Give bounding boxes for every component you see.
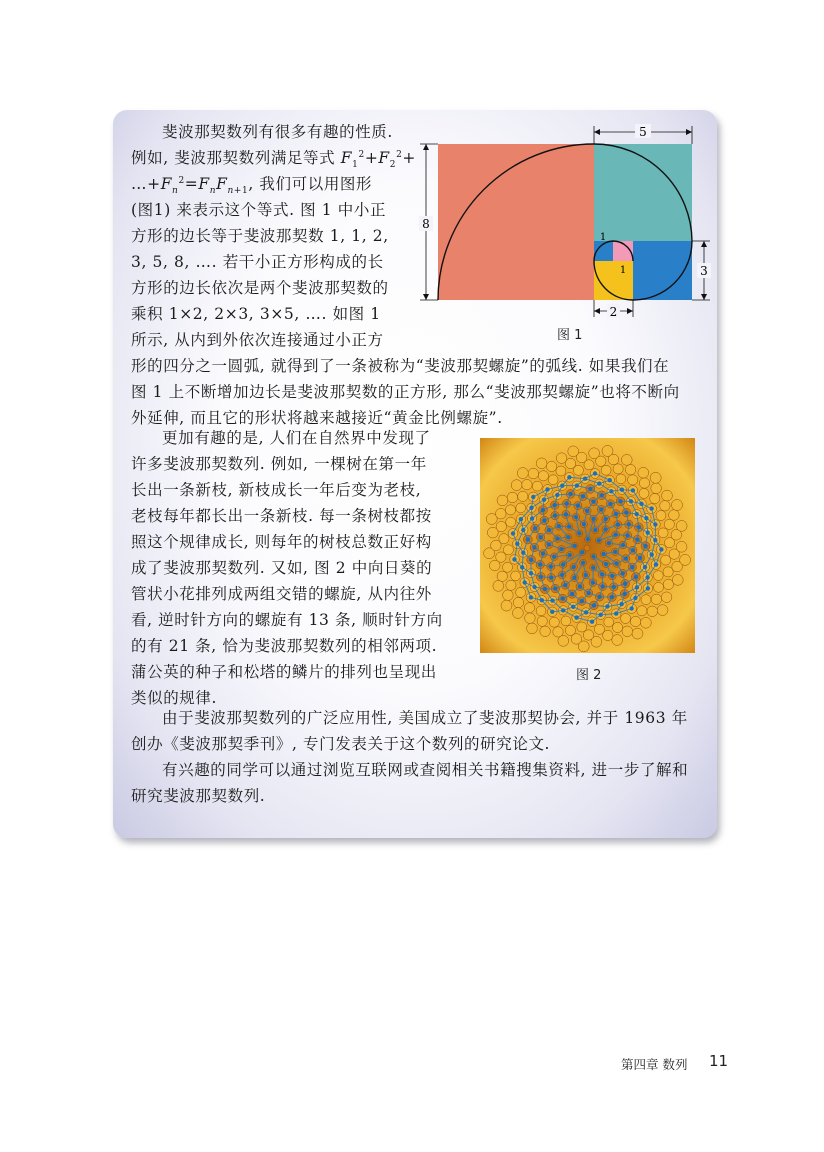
spiral-dot [618,499,622,503]
floret [639,488,649,498]
spiral-dot [591,580,595,584]
spiral-dot [511,531,515,535]
floret [591,636,602,647]
spiral-dot [553,513,557,517]
spiral-dot [637,525,641,529]
spiral-dot [521,551,525,555]
spiral-dot [568,553,572,557]
floret [628,475,638,485]
floret [538,471,548,481]
page-number: 11 [709,1052,729,1070]
floret [641,595,651,605]
spiral-dot [547,542,551,546]
floret [612,635,623,646]
spiral-dot [529,595,533,599]
spiral-dot [541,508,545,512]
spiral-dot [519,517,523,521]
floret [657,605,668,616]
floret [511,480,522,491]
floret [522,480,532,490]
dim-label-5: 5 [639,125,647,139]
spiral-dot [646,586,650,590]
spiral-dot [635,512,639,516]
spiral-dot [572,565,576,569]
spiral-dot [601,552,605,556]
spiral-dot [634,575,638,579]
spiral-dot [623,592,627,596]
floret [540,626,551,637]
section1-paragraph [131,119,421,353]
floret [517,468,528,479]
spiral-dot [619,602,623,606]
section2-paragraph [131,425,461,711]
floret [663,579,673,589]
floret [558,636,569,647]
floret [661,592,672,603]
floret [594,624,604,634]
text-line: 创办《斐波那契季刊》, 专门发表关于这个数列的研究论文. [131,735,551,753]
text-line: 蒲公英的种子和松塔的鳞片的排列也呈现出 [131,663,437,681]
section4-paragraph [131,757,706,809]
spiral-dot [580,599,584,603]
spiral-dot [584,610,588,614]
text-line: 3, 5, 8, …. 若干小正方形构成的长 [131,253,384,271]
spiral-dot [538,562,542,566]
floret [556,453,567,464]
spiral-dot [560,484,564,488]
spiral-dot [614,533,618,537]
text-line: 照这个规律成长, 则每年的树枝总数正好构 [131,533,432,551]
spiral-dot [627,522,631,526]
spiral-dot [593,471,597,475]
floret [513,597,523,607]
spiral-dot [561,596,565,600]
spiral-dot [567,525,571,529]
floret [639,478,649,488]
text-line: 方形的边长等于斐波那契数 1, 1, 2, [131,227,389,245]
floret [654,582,664,592]
floret [493,581,504,592]
floret [601,465,611,475]
floret [506,517,516,527]
square-3 [633,241,692,300]
spiral-dot [599,507,603,511]
floret [524,603,534,613]
spiral-dot [547,528,551,532]
text-line: 长出一条新枝, 新枝成长一年后变为老枝, [131,481,422,499]
floret [637,606,647,616]
floret [548,475,558,485]
spiral-dot [591,517,595,521]
spiral-dot [649,506,653,510]
spiral-dot [635,537,639,541]
floret [490,560,501,571]
spiral-dot [659,547,663,551]
floret [578,641,589,652]
spiral-dot [553,503,557,507]
spiral-dot [591,499,595,503]
figure2-caption: 图 2 [576,668,602,683]
text-line: 有兴趣的同学可以通过浏览互联网或查阅相关书籍搜集资料, 进一步了解和 [162,761,689,779]
floret [669,510,680,521]
floret [622,626,633,637]
spiral-dot [614,611,618,615]
spiral-dot [612,585,616,589]
text-line: 研究斐波那契数列. [131,787,266,805]
spiral-dot [623,582,627,586]
spiral-dot [597,538,601,542]
floret [672,575,683,586]
text-line: 类似的规律. [131,689,218,707]
floret [680,554,691,565]
text-line: 的有 21 条, 恰为斐波那契数列的相邻两项. [131,637,438,655]
spiral-dot [581,561,585,565]
floret [568,446,579,457]
spiral-dot [578,584,582,588]
spiral-dot [614,561,618,565]
spiral-dot [587,591,591,595]
spiral-dot [621,543,625,547]
floret [503,545,513,555]
floret [527,623,538,634]
spiral-dot [570,592,574,596]
spiral-dot [572,576,576,580]
spiral-dot [580,550,584,554]
text-line: 许多斐波那契数列. 例如, 一棵树在第一年 [131,455,427,473]
spiral-dot [530,516,534,520]
dim-label-3: 3 [700,264,708,278]
floret [486,514,497,525]
floret [676,541,687,552]
spiral-dot [638,556,642,560]
spiral-dot [621,571,625,575]
floret [653,571,663,581]
spiral-dot [523,580,527,584]
text-line: 图 1 上不断增加边长是斐波那契数的正方形, 那么“斐波那契螺旋”也将不断向 [131,383,680,401]
floret [532,481,542,491]
floret [518,491,528,501]
floret [484,548,495,559]
spiral-dot [591,565,595,569]
floret [656,511,666,521]
spiral-dot [593,528,597,532]
spiral-dot [529,506,533,510]
spiral-dot [624,510,628,514]
chapter-title: 第四章 数列 [621,1057,688,1072]
spiral-dot [586,537,590,541]
floret [616,474,626,484]
floret [487,527,498,538]
spiral-dot [643,544,647,548]
floret [661,555,671,565]
text-line: 所示, 从内到外依次连接通过小正方 [131,331,384,349]
spiral-dot [610,595,614,599]
floret [641,617,652,628]
spiral-dot [575,483,579,487]
floret [506,580,516,590]
spiral-dot [653,538,657,542]
floret [632,628,643,639]
spiral-dot [550,598,554,602]
spiral-dot [629,499,633,503]
spiral-dot [604,562,608,566]
spiral-dot [639,502,643,506]
floret [613,622,623,632]
spiral-dot [541,551,545,555]
floret [638,467,649,478]
floret [528,468,539,479]
text-line: 外延伸, 而且它的形状将越来越接近“黄金比例螺旋”. [131,409,503,427]
floret [516,587,526,597]
spiral-dot [574,515,578,519]
floret [663,567,673,577]
text-line: 斐波那契数列有很多有趣的性质. [162,123,393,141]
spiral-dot [590,620,594,624]
square-5 [594,144,692,241]
spiral-dot [561,608,565,612]
spiral-dot [645,575,649,579]
spiral-dot [582,522,586,526]
floret [549,617,559,627]
spiral-dot [540,598,544,602]
square-8 [438,144,594,300]
spiral-dot [581,494,585,498]
spiral-dot [620,488,624,492]
spiral-dot [533,526,537,530]
spiral-dot [609,489,613,493]
floret [647,606,658,617]
floret [613,464,623,474]
floret [625,465,635,475]
floret [561,616,571,626]
spiral-dot [583,477,587,481]
spiral-dot [520,565,524,569]
unit-label-1b: 1 [619,265,627,276]
figure2-sunflower-image [480,438,695,653]
spiral-dot [608,502,612,506]
floret [589,448,600,459]
spiral-dot [512,557,516,561]
spiral-dot [521,528,525,532]
spiral-dot [571,605,575,609]
spiral-dot [574,615,578,619]
spiral-dot [567,475,571,479]
spiral-dot [600,572,604,576]
spiral-dot [532,585,536,589]
spiral-dot [592,603,596,607]
spiral-dot [631,548,635,552]
floret [546,461,556,471]
spiral-dot [624,556,628,560]
spiral-dot [600,493,604,497]
spiral-dot [577,531,581,535]
floret [658,528,668,538]
spiral-dot [559,547,563,551]
floret [573,465,583,475]
spiral-dot [549,564,553,568]
spiral-dot [650,552,654,556]
floret [650,472,661,483]
spiral-dot [646,530,650,534]
spiral-dot [531,495,535,499]
text-line: 乘积 1×2, 2×3, 3×5, …. 如图 1 [131,305,381,323]
section3-paragraph [131,705,706,757]
text-line: 老枝每年都长出一条新枝. 每一条树枝都按 [131,507,432,525]
floret [537,616,547,626]
spiral-dot [629,606,633,610]
floret [497,571,507,581]
text-line: 例如, 斐波那契数列满足等式 $F_1^2+F_2^2+$ [131,149,417,171]
floret [536,606,546,616]
spiral-dot [561,562,565,566]
spiral-dot [585,509,589,513]
spiral-dot [635,585,639,589]
spiral-dot [604,517,608,521]
figure1-fibonacci-diagram [412,118,722,323]
spiral-dot [654,562,658,566]
spiral-dot [591,554,595,558]
floret [604,617,614,627]
text-line: $\dots+F_n^2=F_nF_{n+1}$, 我们可以用图形 [131,175,373,197]
spiral-dot [563,583,567,587]
spiral-dot [610,574,614,578]
floret [650,494,660,504]
spiral-dot [597,595,601,599]
spiral-dot [576,503,580,507]
spiral-dot [543,587,547,591]
spiral-dot [633,596,637,600]
floret [662,490,673,501]
spiral-dot [564,512,568,516]
spiral-dot [565,501,569,505]
spiral-dot [515,542,519,546]
spiral-dot [545,487,549,491]
floret [505,505,515,515]
floret [536,458,547,469]
floret [516,503,526,513]
floret [672,500,683,511]
spiral-dot [653,522,657,526]
floret [602,445,613,456]
spiral-dot [553,586,557,590]
unit-label-1a: 1 [599,232,607,243]
spiral-dot [607,541,611,545]
spiral-dot [550,610,554,614]
floret [511,571,521,581]
text-line: 由于斐波那契数列的广泛应用性, 美国成立了斐波那契协会, 并于 1963 年 [162,709,688,727]
floret [621,614,631,624]
spiral-dot [625,533,629,537]
floret [660,501,670,511]
spiral-dot [603,527,607,531]
spiral-dot [605,604,609,608]
spiral-dot [608,478,612,482]
floret [501,600,512,611]
spiral-dot [542,518,546,522]
spiral-dot [599,613,603,617]
floret [525,613,536,624]
floret [630,616,640,626]
text-line: (图1) 来表示这个等式. 图 1 中小正 [131,201,387,219]
text-line: 方形的边长依次是两个斐波那契数的 [131,279,389,297]
spiral-dot [532,545,536,549]
text-line: 看, 逆时针方向的螺旋有 13 条, 顺时针方向 [131,611,443,629]
floret [497,495,508,506]
spiral-dot [557,524,561,528]
floret [577,622,587,632]
spiral-dot [588,487,592,491]
spiral-dot [552,555,556,559]
spiral-dot [542,498,546,502]
floret [556,466,566,476]
spiral-dot [529,558,533,562]
text-line: 管状小花排列成两组交错的螺旋, 从内往外 [131,585,432,603]
floret [603,630,613,640]
spiral-dot [526,537,530,541]
text-line: 更加有趣的是, 人们在自然界中发现了 [162,429,431,447]
floret [503,562,513,572]
spiral-dot [631,488,635,492]
spiral-dot [539,575,543,579]
floret [513,608,524,619]
spiral-dot [529,571,533,575]
floret [676,521,687,532]
floret [651,483,662,494]
spiral-dot [643,565,647,569]
spiral-dot [616,522,620,526]
floret [664,519,674,529]
spiral-dot [555,536,559,540]
section1-continued [131,353,706,431]
spiral-dot [560,573,564,577]
spiral-dot [584,573,588,577]
figure1-caption: 图 1 [557,328,583,343]
spiral-dot [538,535,542,539]
dim-label-2: 2 [609,305,618,319]
spiral-dot [555,493,559,497]
spiral-dot [568,492,572,496]
spiral-dot [630,565,634,569]
floret [507,492,518,503]
text-line: 形的四分之一圆弧, 就得到了一条被称为“斐波那契螺旋”的弧线. 如果我们在 [131,357,670,375]
spiral-dot [644,516,648,520]
spiral-dot [601,584,605,588]
spiral-dot [566,535,570,539]
dim-label-8: 8 [422,217,430,231]
spiral-dot [613,550,617,554]
floret [503,590,514,601]
floret [651,594,661,604]
text-line: 成了斐波那契数列. 又如, 图 2 中向日葵的 [131,559,433,577]
spiral-dot [597,481,601,485]
spiral-dot [549,575,553,579]
floret [621,455,632,466]
spiral-dot [573,544,577,548]
spiral-dot [614,512,618,516]
